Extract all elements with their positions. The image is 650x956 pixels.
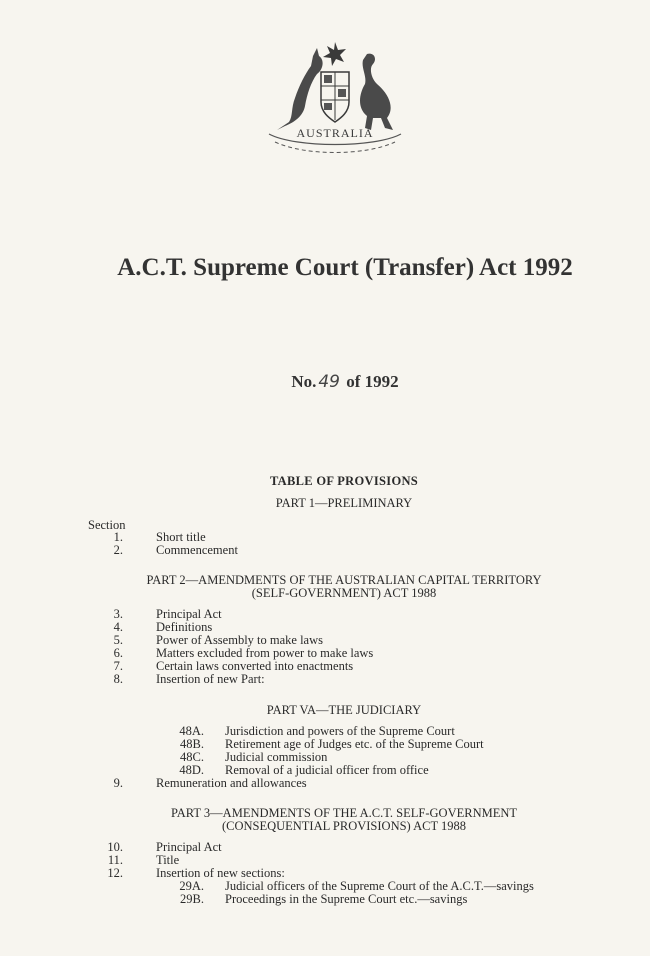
item-number: 48D.	[179, 763, 204, 777]
list-item	[83, 777, 533, 790]
section-label: Section	[88, 518, 126, 532]
act-number-value: 49	[318, 372, 340, 392]
part-3-title-line-2: (CONSEQUENTIAL PROVISIONS) ACT 1988	[221, 819, 467, 833]
list-item	[83, 841, 533, 854]
list-item	[83, 854, 533, 867]
item-text: Jurisdiction and powers of the Supreme Court	[225, 724, 455, 738]
toc-heading: TABLE OF PROVISIONS	[269, 474, 419, 488]
item-text: Short title	[156, 530, 206, 544]
item-text: Removal of a judicial officer from office	[225, 763, 429, 777]
item-text: Definitions	[156, 620, 213, 634]
list-item	[83, 608, 533, 621]
act-title: A.C.T. Supreme Court (Transfer) Act 1992	[117, 254, 573, 281]
item-text: Principal Act	[156, 840, 222, 854]
item-number: 48B.	[180, 737, 204, 751]
item-number: 4.	[113, 620, 123, 634]
item-text: Matters excluded from power to make laws	[156, 646, 374, 660]
item-text: Power of Assembly to make laws	[156, 633, 323, 647]
item-text: Insertion of new sections:	[156, 866, 285, 880]
item-text: Title	[156, 853, 180, 867]
item-text: Proceedings in the Supreme Court etc.—savings	[225, 892, 468, 906]
item-number: 8.	[113, 672, 123, 686]
item-number: 12.	[107, 866, 123, 880]
crest-label: AUSTRALIA	[296, 126, 374, 140]
list-item	[83, 531, 533, 544]
list-item	[160, 893, 580, 906]
item-number: 2.	[113, 543, 123, 557]
part-2-title-line-2: (SELF-GOVERNMENT) ACT 1988	[251, 586, 437, 600]
item-number: 48C.	[180, 750, 204, 764]
item-text: Judicial commission	[225, 750, 328, 764]
item-number: 29B.	[180, 892, 204, 906]
list-item	[83, 660, 533, 673]
act-number	[0, 372, 650, 392]
item-text: Retirement age of Judges etc. of the Supreme Court	[225, 737, 484, 751]
item-text: Remuneration and allowances	[156, 776, 307, 790]
item-text: Insertion of new Part:	[156, 672, 265, 686]
item-text: Judicial officers of the Supreme Court of the A.C.T.—savings	[225, 879, 534, 893]
item-text: Principal Act	[156, 607, 222, 621]
part-1-title: PART 1—PRELIMINARY	[275, 496, 413, 510]
item-number: 1.	[113, 530, 123, 544]
item-number: 11.	[107, 853, 123, 867]
coat-of-arms	[255, 38, 415, 160]
item-number: 5.	[113, 633, 123, 647]
item-number: 10.	[107, 840, 123, 854]
item-number: 9.	[113, 776, 123, 790]
list-item	[83, 544, 533, 557]
item-text: Certain laws converted into enactments	[156, 659, 354, 673]
item-number: 7.	[113, 659, 123, 673]
item-number: 48A.	[179, 724, 204, 738]
part-3-title-line-1: PART 3—AMENDMENTS OF THE A.C.T. SELF-GOVERNMENT	[170, 806, 518, 820]
act-number-prefix: No.	[291, 372, 317, 391]
list-item	[83, 673, 533, 686]
part-va-title: PART VA—THE JUDICIARY	[266, 703, 422, 717]
item-text: Commencement	[156, 543, 238, 557]
act-number-suffix: of 1992	[346, 372, 399, 391]
item-number: 29A.	[179, 879, 204, 893]
coat-of-arms-icon	[255, 38, 415, 160]
item-number: 6.	[113, 646, 123, 660]
list-item	[160, 738, 580, 751]
item-number: 3.	[113, 607, 123, 621]
part-2-title-line-1: PART 2—AMENDMENTS OF THE AUSTRALIAN CAPITAL TERRITORY	[146, 573, 542, 587]
